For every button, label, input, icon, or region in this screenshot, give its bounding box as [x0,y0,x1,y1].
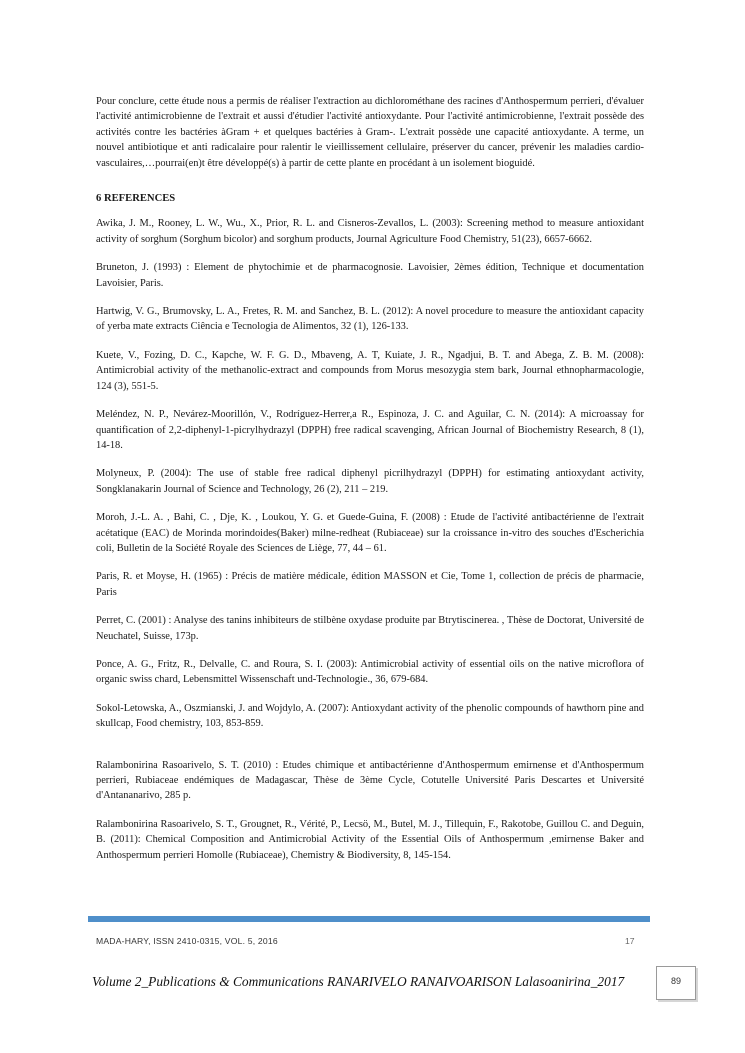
reference-item: Bruneton, J. (1993) : Element de phytochimie et de pharmacognosie. Lavoisier, 2èmes édition, Technique et documentation Lavoisier, Paris. [96,262,644,289]
reference-item: Awika, J. M., Rooney, L. W., Wu., X., Prior, R. L. and Cisneros-Zevallos, L. (2003): Screening method to measure antioxidant activity of sorghum (Sorghum bicolor) and sorghum products, Journal Agriculture Food Chemistry, 51(23), 6657-6662. [96,218,644,245]
reference-item: Molyneux, P. (2004): The use of stable free radical diphenyl picrilhydrazyl (DPPH) for estimating antioxydant activity, Songklanakarin Journal of Science and Technology, 26 (2), 211 – 219. [96,468,644,495]
reference-item: Hartwig, V. G., Brumovsky, L. A., Fretes, R. M. and Sanchez, B. L. (2012): A novel procedure to measure the antioxidant capacity of yerba mate extracts Ciência e Tecnologia de Alimentos, 32 (1), 126-133. [96,306,644,333]
reference-item: Moroh, J.-L. A. , Bahi, C. , Dje, K. , Loukou, Y. G. et Guede-Guina, F. (2008) : Etude de l'activité antibactérienne de l'extrait acétatique (EAC) de Morinda morindoides(Baker) milne-redheat (Rubiaceae) sur la croissance in-vitro des souches d'Escherichia coli, Bulletin de la Société Royale des Sciences de Liège, 77, 44 – 61. [96,512,644,554]
reference-item: Ponce, A. G., Fritz, R., Delvalle, C. and Roura, S. I. (2003): Antimicrobial activity of essential oils on the native microflora of organic swiss chard, Lebensmittel Wissenschaft und-Technologie., 36, 679-684. [96,658,644,686]
article-body [96,94,644,876]
reference-item: Paris, R. et Moyse, H. (1965) : Précis de matière médicale, édition MASSON et Cie, Tome 1, collection de précis de pharmacie, Paris [96,571,644,598]
volume-line: Volume 2_Publications & Communications RANARIVELO RANAIVOARISON Lalasoanirina_2017 [92,974,625,989]
journal-page-number: 17 [625,936,635,946]
footer-divider-bar [88,916,650,922]
reference-item: Perret, C. (2001) : Analyse des tanins inhibiteurs de stilbène oxydase produite par Btrytiscinerea. , Thèse de Doctorat, Université de Neuchatel, Suisse, 173p. [96,615,644,642]
page-number-box [656,966,696,1000]
reference-item: Kuete, V., Fozing, D. C., Kapche, W. F. G. D., Mbaveng, A. T, Kuiate, J. R., Ngadjui, B. T. and Abega, Z. B. M. (2008): Antimicrobial activity of the methanolic-extract and compounds from Morus mesozygia stem bark, Journal ethnopharmacologie, 124 (3), 551-5. [96,349,644,392]
references-heading: 6 REFERENCES [96,193,176,205]
journal-footer: MADA-HARY, ISSN 2410-0315, VOL. 5, 2016 [96,936,278,946]
page-number: 89 [670,976,681,986]
conclusion-paragraph: Pour conclure, cette étude nous a permis de réaliser l'extraction au dichlorométhane des racines d'Anthospermum perrieri, d'évaluer l'activité antimicrobienne de l'extrait et aussi d'étudier l'activité antioxydante. Pour l'activité antimicrobienne, l'extrait possède des activités contre les bactéries àGram + et quelques bactéries à Gram-. L'extrait possède une capacité antioxydante. A terme, un nouvel antibiotique et anti radicalaire pour ralentir le vieillissement cellulaire, préserver du cancer, prévenir les maladies cardio-vasculaires,…pourrai(en)t être développé(s) à partir de cette plante en procédant à un isolement bioguidé. [96,96,644,169]
references-list [96,216,644,863]
reference-item: Ralambonirina Rasoarivelo, S. T., Grougnet, R., Vérité, P., Lecsö, M., Butel, M. J., Tillequin, F., Rakotobe, Guillou C. and Deguin, B. (2011): Chemical Composition and Antimicrobial Activity of the Essential Oils of Anthospermum ,emirnense Baker and Anthospermum perrieri Homolle (Rubiaceae), Chemistry & Biodiversity, 8, 145-154. [96,818,644,861]
reference-item: Ralambonirina Rasoarivelo, S. T. (2010) : Etudes chimique et antibactérienne d'Anthospermum emirnense et d'Anthospermum perrieri, Rubiaceae endémiques de Madagascar, Thèse de 3ème Cycle, Cotutelle Université Paris Descartes et Université d'Antananarivo, 285 p. [96,759,644,802]
reference-item: Sokol-Letowska, A., Oszmianski, J. and Wojdylo, A. (2007): Antioxydant activity of the phenolic compounds of hawthorn pine and skullcap, Food chemistry, 103, 853-859. [96,702,644,730]
reference-item: Meléndez, N. P., Nevárez-Moorillón, V., Rodríguez-Herrer,a R., Espinoza, J. C. and Aguilar, C. N. (2014): A microassay for quantification of 2,2-diphenyl-1-picrylhydrazyl (DPPH) free radical scavenging, African Journal of Biochemistry Research, 8 (1), 14-18. [96,409,644,451]
